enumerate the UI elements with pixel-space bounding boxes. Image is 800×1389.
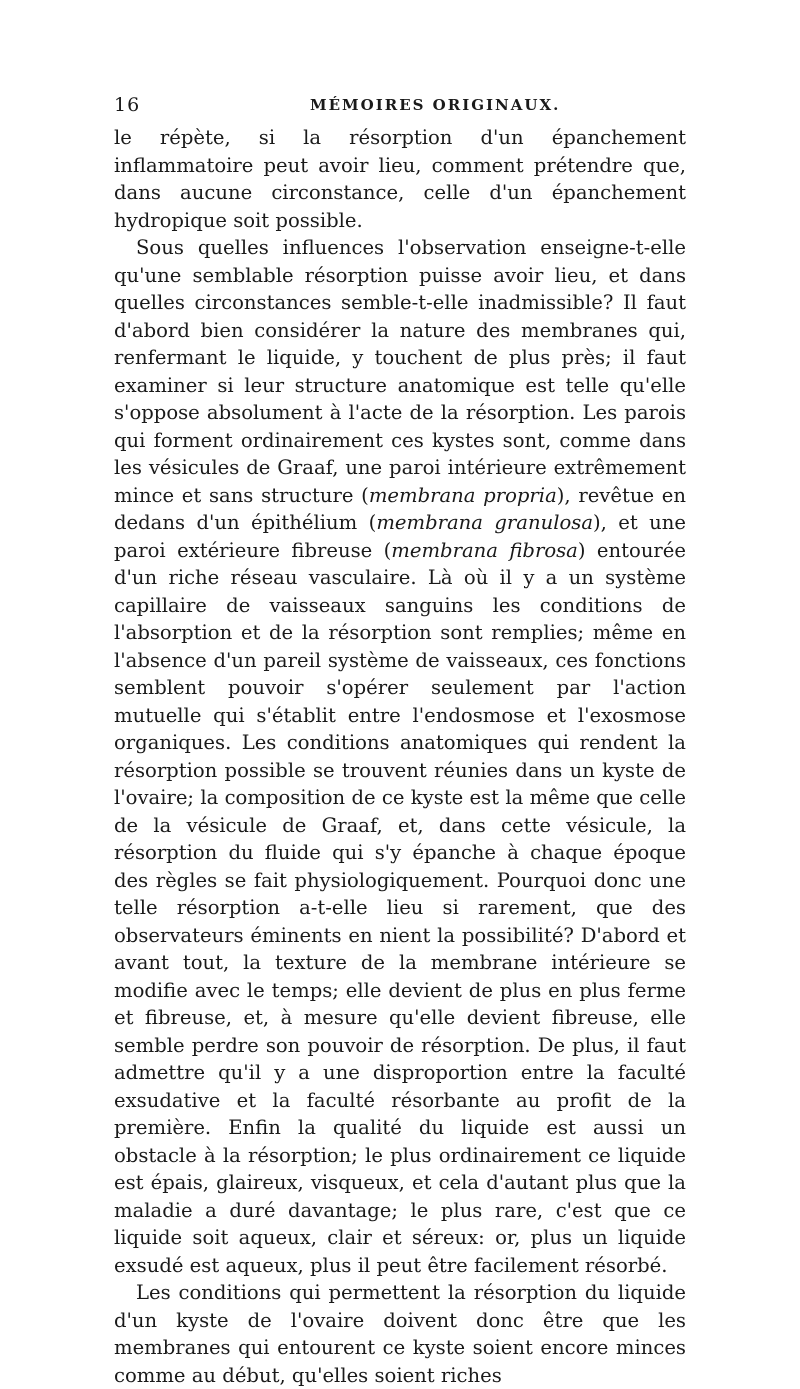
paragraph-resorption-conditions: [114, 234, 686, 1279]
text-run: Les conditions qui permettent la résorption du liquide d'un kyste de l'ovaire doivent donc être que les membranes qui entourent ce kyste soient encore minces comme au début, qu'elles soient riches: [114, 1281, 686, 1387]
page-number: 16: [114, 94, 141, 116]
latin-term-membrana-propria: membrana propria: [368, 483, 557, 507]
text-run: Sous quelles influences l'observation enseigne-t-elle qu'une semblable résorption puisse avoir lieu, et dans quelles circonstances semble-t-elle inadmissible? Il faut d'abord bien considérer la nature des membranes qui, renfermant le liquide, y touchent de plus près; il faut examiner si leur structure anatomique est telle qu'elle s'oppose absolument à l'acte de la résorption. Les parois qui forment ordinairement ces kystes sont, comme dans les vésicules de Graaf, une paroi intérieure extrêmement mince et sans structure (: [114, 236, 686, 507]
paragraph-ovarian-cyst: [114, 1279, 686, 1389]
running-head: MÉMOIRES ORIGINAUX.: [310, 96, 561, 114]
book-page: [114, 94, 686, 1389]
text-run: le répète, si la résorption d'un épanchement inflammatoire peut avoir lieu, comment prétendre que, dans aucune circonstance, celle d'un épanchement hydropique soit possible.: [114, 126, 686, 232]
text-run: ), revêtue en dedans d'un épithélium (: [114, 483, 687, 534]
body-text: [114, 124, 686, 1389]
latin-term-membrana-fibrosa: membrana fibrosa: [391, 538, 578, 562]
page-header: [114, 94, 686, 124]
text-run: ) entourée d'un riche réseau vasculaire. Là où il y a un système capillaire de vaisseaux sanguins les conditions de l'absorption et de la résorption sont remplies; même en l'absence d'un pareil système de vaisseaux, ces fonctions semblent pouvoir s'opérer seulement par l'action mutuelle qui s'établit entre l'endosmose et l'exosmose organiques. Les conditions anatomiques qui rendent la résorption possible se trouvent réunies dans un kyste de l'ovaire; la composition de ce kyste est la même que celle de la vésicule de Graaf, et, dans cette vésicule, la résorption du fluide qui s'y épanche à chaque époque des règles se fait physiologiquement. Pourquoi donc une telle résorption a-t-elle lieu si rarement, que des observateurs éminents en nient la possibilité? D'abord et avant tout, la texture de la membrane intérieure se modifie avec le temps; elle devient de plus en plus ferme et fibreuse, et, à mesure qu'elle devient fibreuse, elle semble perdre son pouvoir de résorption. De plus, il faut admettre qu'il y a une disproportion entre la faculté exsudative et la faculté résorbante au profit de la première. Enfin la qualité du liquide est aussi un obstacle à la résorption; le plus ordinairement ce liquide est épais, glaireux, visqueux, et cela d'autant plus que la maladie a duré davantage; le plus rare, c'est que ce liquide soit aqueux, clair et séreux: or, plus un liquide exsudé est aqueux, plus il peut être facilement résorbé.: [114, 538, 686, 1277]
text-run: ), et une paroi extérieure fibreuse (: [114, 511, 686, 562]
paragraph-continued: [114, 124, 686, 234]
latin-term-membrana-granulosa: membrana granulosa: [376, 511, 593, 534]
